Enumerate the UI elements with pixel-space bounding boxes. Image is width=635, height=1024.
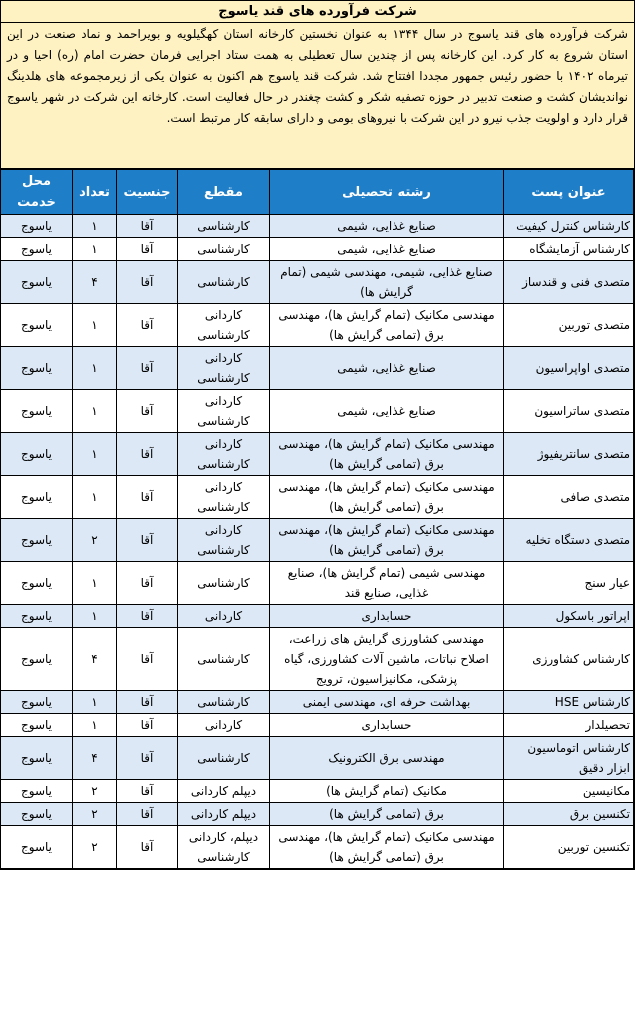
table-row (1, 691, 634, 714)
table-row (1, 215, 634, 238)
cell-count: ۱ (73, 390, 117, 433)
cell-title: اپراتور باسکول (504, 605, 634, 628)
cell-count: ۱ (73, 562, 117, 605)
table-row (1, 562, 634, 605)
cell-gender: آقا (117, 433, 178, 476)
cell-degree: کارشناسی (178, 261, 270, 304)
cell-field: حسابداری (270, 605, 504, 628)
cell-count: ۱ (73, 347, 117, 390)
cell-gender: آقا (117, 691, 178, 714)
header-gender: جنسیت (117, 170, 178, 215)
cell-count: ۱ (73, 691, 117, 714)
header-field: رشته تحصیلی (270, 170, 504, 215)
cell-field: صنایع غذایی، شیمی (270, 390, 504, 433)
cell-gender: آقا (117, 476, 178, 519)
cell-location: یاسوج (1, 803, 73, 826)
cell-field: مهندسی مکانیک (تمام گرایش ها)، مهندسی برق (تمامی گرایش ها) (270, 826, 504, 869)
cell-gender: آقا (117, 714, 178, 737)
cell-title: متصدی توربین (504, 304, 634, 347)
cell-gender: آقا (117, 803, 178, 826)
header-title: عنوان پست (504, 170, 634, 215)
cell-degree: کاردانی کارشناسی (178, 304, 270, 347)
cell-location: یاسوج (1, 433, 73, 476)
cell-location: یاسوج (1, 238, 73, 261)
header-count: تعداد (73, 170, 117, 215)
cell-field: مهندسی برق الکترونیک (270, 737, 504, 780)
cell-title: مکانیسین (504, 780, 634, 803)
cell-count: ۴ (73, 628, 117, 691)
cell-title: کارشناس آزمایشگاه (504, 238, 634, 261)
cell-count: ۱ (73, 215, 117, 238)
cell-location: یاسوج (1, 347, 73, 390)
cell-degree: کارشناسی (178, 628, 270, 691)
cell-field: مهندسی مکانیک (تمام گرایش ها)، مهندسی برق (تمامی گرایش ها) (270, 433, 504, 476)
cell-degree: کارشناسی (178, 215, 270, 238)
cell-field: مهندسی مکانیک (تمام گرایش ها)، مهندسی برق (تمامی گرایش ها) (270, 476, 504, 519)
cell-count: ۴ (73, 261, 117, 304)
cell-field: صنایع غذایی، شیمی (270, 215, 504, 238)
cell-count: ۱ (73, 238, 117, 261)
cell-title: متصدی فنی و قندساز (504, 261, 634, 304)
cell-degree: کارشناسی (178, 691, 270, 714)
table-row (1, 803, 634, 826)
cell-title: متصدی سانتریفیوژ (504, 433, 634, 476)
table-row (1, 714, 634, 737)
cell-location: یاسوج (1, 215, 73, 238)
cell-degree: کارشناسی (178, 238, 270, 261)
company-description: شرکت فرآورده های قند یاسوج در سال ۱۳۴۴ به عنوان نخستین کارخانه استان کهگیلویه و بویراحمد و نماد صنعت در این استان شروع به کار کرد. این کارخانه پس از چندین سال تعطیلی به همت ستاد اجرایی فرمان حضرت امام (ره) احیا و در تیرماه ۱۴۰۲ با حضور رئیس جمهور مجددا افتتاح شد. شرکت قند یاسوج هم اکنون به عنوان یکی از زیرمجموعه های هلدینگ نواندیشان کشت و صنعت تدبیر در حوزه تصفیه شکر و کشت چغندر در حال فعالیت است. کارخانه این شرکت در شهر یاسوج قرار دارد و اولویت جذب نیرو در این شرکت با نیروهای بومی و دارای سابقه کار مرتبط است. (1, 23, 634, 169)
cell-gender: آقا (117, 628, 178, 691)
cell-gender: آقا (117, 780, 178, 803)
cell-title: متصدی دستگاه تخلیه (504, 519, 634, 562)
cell-gender: آقا (117, 261, 178, 304)
cell-count: ۲ (73, 826, 117, 869)
cell-degree: کاردانی کارشناسی (178, 433, 270, 476)
table-row (1, 261, 634, 304)
cell-location: یاسوج (1, 304, 73, 347)
cell-field: صنایع غذایی، شیمی (270, 347, 504, 390)
cell-title: متصدی ساتراسیون (504, 390, 634, 433)
cell-degree: کارشناسی (178, 562, 270, 605)
table-row (1, 780, 634, 803)
cell-count: ۱ (73, 714, 117, 737)
cell-count: ۱ (73, 476, 117, 519)
header-location: محل خدمت (1, 170, 73, 215)
cell-degree: کاردانی (178, 605, 270, 628)
cell-location: یاسوج (1, 476, 73, 519)
cell-title: تحصیلدار (504, 714, 634, 737)
cell-title: تکنسین توربین (504, 826, 634, 869)
cell-count: ۱ (73, 605, 117, 628)
cell-title: عیار سنج (504, 562, 634, 605)
cell-gender: آقا (117, 737, 178, 780)
cell-title: متصدی اواپراسیون (504, 347, 634, 390)
job-rows (1, 215, 634, 869)
cell-gender: آقا (117, 826, 178, 869)
table-row (1, 737, 634, 780)
cell-gender: آقا (117, 238, 178, 261)
table-row (1, 628, 634, 691)
cell-degree: کارشناسی (178, 737, 270, 780)
cell-location: یاسوج (1, 390, 73, 433)
table-row (1, 826, 634, 869)
table-row (1, 238, 634, 261)
cell-location: یاسوج (1, 519, 73, 562)
cell-title: کارشناس کشاورزی (504, 628, 634, 691)
cell-location: یاسوج (1, 780, 73, 803)
cell-title: کارشناس کنترل کیفیت (504, 215, 634, 238)
cell-degree: دیپلم کاردانی (178, 780, 270, 803)
cell-degree: دیپلم کاردانی (178, 803, 270, 826)
cell-field: صنایع غذایی، شیمی، مهندسی شیمی (تمام گرایش ها) (270, 261, 504, 304)
cell-gender: آقا (117, 215, 178, 238)
cell-title: تکنسین برق (504, 803, 634, 826)
cell-field: مهندسی شیمی (تمام گرایش ها)، صنایع غذایی، صنایع قند (270, 562, 504, 605)
cell-title: کارشناس اتوماسیون ابزار دقیق (504, 737, 634, 780)
cell-gender: آقا (117, 390, 178, 433)
cell-count: ۱ (73, 433, 117, 476)
cell-gender: آقا (117, 519, 178, 562)
company-title: شرکت فرآورده های قند یاسوج (1, 1, 634, 23)
cell-location: یاسوج (1, 562, 73, 605)
cell-gender: آقا (117, 304, 178, 347)
cell-location: یاسوج (1, 628, 73, 691)
cell-degree: کاردانی کارشناسی (178, 390, 270, 433)
table-row (1, 519, 634, 562)
cell-degree: کاردانی (178, 714, 270, 737)
table-row (1, 347, 634, 390)
cell-count: ۴ (73, 737, 117, 780)
cell-field: صنایع غذایی، شیمی (270, 238, 504, 261)
cell-field: مکانیک (تمام گرایش ها) (270, 780, 504, 803)
job-table (0, 169, 634, 869)
cell-title: کارشناس HSE (504, 691, 634, 714)
cell-field: مهندسی کشاورزی گرایش های زراعت، اصلاح نباتات، ماشین آلات کشاورزی، گیاه پزشکی، مکانیزاسیون، ترویج (270, 628, 504, 691)
table-header-row (1, 170, 634, 215)
cell-count: ۱ (73, 304, 117, 347)
cell-gender: آقا (117, 562, 178, 605)
table-row (1, 476, 634, 519)
header-degree: مقطع (178, 170, 270, 215)
cell-degree: کاردانی کارشناسی (178, 476, 270, 519)
cell-degree: کاردانی کارشناسی (178, 347, 270, 390)
cell-title: متصدی صافی (504, 476, 634, 519)
cell-field: حسابداری (270, 714, 504, 737)
cell-location: یاسوج (1, 261, 73, 304)
cell-location: یاسوج (1, 691, 73, 714)
cell-location: یاسوج (1, 605, 73, 628)
table-row (1, 390, 634, 433)
cell-gender: آقا (117, 605, 178, 628)
cell-location: یاسوج (1, 737, 73, 780)
table-row (1, 433, 634, 476)
cell-gender: آقا (117, 347, 178, 390)
table-row (1, 304, 634, 347)
cell-field: مهندسی مکانیک (تمام گرایش ها)، مهندسی برق (تمامی گرایش ها) (270, 304, 504, 347)
cell-count: ۲ (73, 519, 117, 562)
cell-field: مهندسی مکانیک (تمام گرایش ها)، مهندسی برق (تمامی گرایش ها) (270, 519, 504, 562)
cell-location: یاسوج (1, 826, 73, 869)
cell-field: بهداشت حرفه ای، مهندسی ایمنی (270, 691, 504, 714)
cell-location: یاسوج (1, 714, 73, 737)
cell-count: ۲ (73, 780, 117, 803)
cell-field: برق (تمامی گرایش ها) (270, 803, 504, 826)
cell-degree: دیپلم، کاردانی کارشناسی (178, 826, 270, 869)
cell-count: ۲ (73, 803, 117, 826)
table-row (1, 605, 634, 628)
cell-degree: کاردانی کارشناسی (178, 519, 270, 562)
